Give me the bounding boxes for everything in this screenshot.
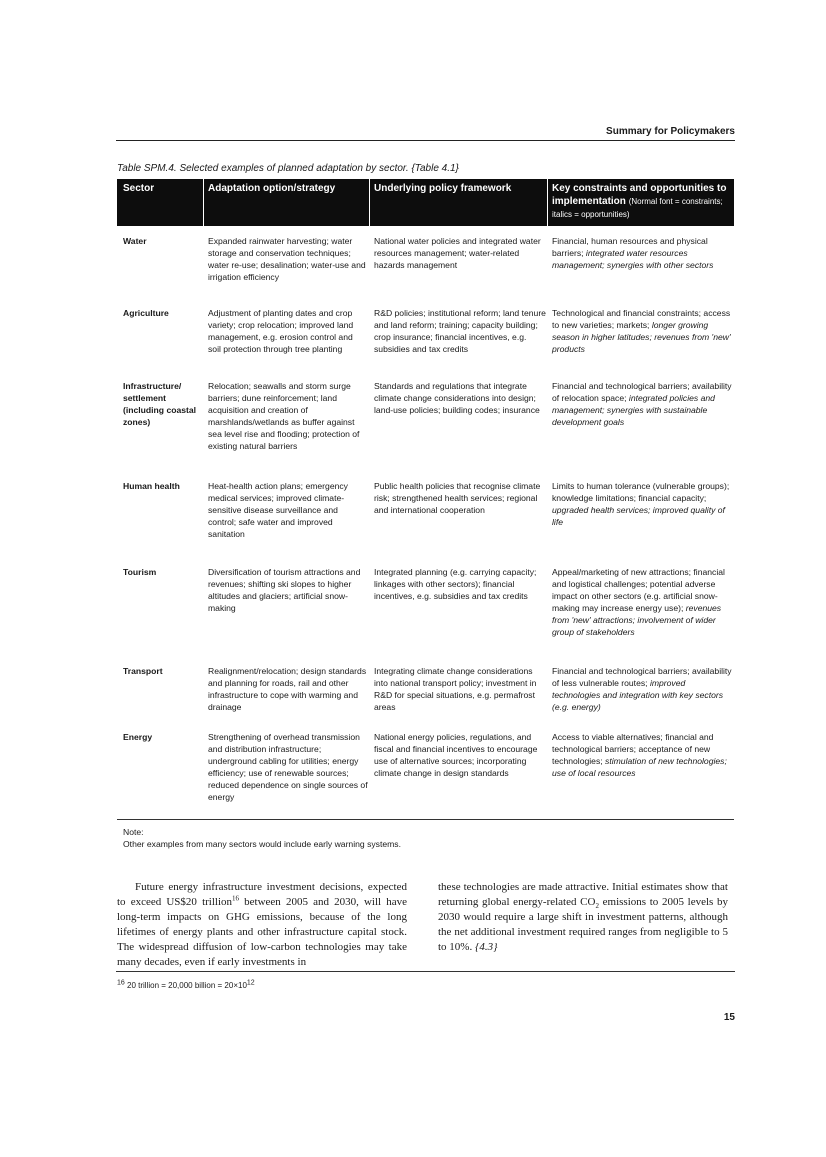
footnote-rule xyxy=(116,971,735,972)
constraints-text: Technological and financial constraints; access to new varieties; markets; xyxy=(552,308,731,330)
footnote xyxy=(117,981,255,990)
row-option: Expanded rainwater harvesting; water storage and conservation techniques; water re-use; desalination; water-use and irrigation efficiency xyxy=(208,236,366,282)
row-sector: Tourism xyxy=(123,567,157,577)
row-policy: Public health policies that recognise climate risk; strengthened health services; regional and international cooperation xyxy=(374,481,541,515)
footnote-ref: 16 xyxy=(232,894,240,903)
body-text: Future energy infrastructure investment decisions, expected to exceed US$20 trillion xyxy=(117,881,407,908)
opportunities-text: revenues from 'new' attractions; involvement of wider group of stakeholders xyxy=(552,603,722,637)
constraints-text: Access to viable alternatives; financial and technological barriers; acceptance of new technologies; xyxy=(552,732,714,766)
header-sector: Sector xyxy=(123,183,155,194)
cross-reference: {4.3} xyxy=(474,941,498,953)
constraints-text: Financial, human resources and physical barriers; xyxy=(552,236,708,258)
constraints-text: Financial and technological barriers; availability of relocation space; xyxy=(552,381,732,403)
body-column-right xyxy=(438,880,728,955)
body-text: emissions to 2005 levels by 2030 would require a large shift in investment patterns, although the net additional investment required ranges from negligible to 5 to 10%. xyxy=(438,896,728,953)
note-label: Note: xyxy=(123,827,144,837)
header-constraints xyxy=(552,179,732,226)
note-text: Other examples from many sectors would include early warning systems. xyxy=(123,839,401,849)
row-option: Heat-health action plans; emergency medical services; improved climate-sensitive disease surveillance and control; safe water and improved sanitation xyxy=(208,481,348,539)
opportunities-text: longer growing season in higher latitudes; revenues from 'new' products xyxy=(552,320,731,354)
header-divider xyxy=(369,179,370,226)
row-option: Realignment/relocation; design standards and planning for roads, rail and other infrastructure to cope with warming and drainage xyxy=(208,666,367,712)
running-head: Summary for Policymakers xyxy=(606,126,735,137)
table-caption: Table SPM.4. Selected examples of planned adaptation by sector. {Table 4.1} xyxy=(117,163,459,174)
footnote-text: 20 trillion = 20,000 billion = 20×10 xyxy=(124,981,247,990)
header-constraints-note: (Normal font = constraints; italics = opportunities) xyxy=(552,197,723,219)
constraints-text: Financial and technological barriers; availability of less vulnerable routes; xyxy=(552,666,732,688)
header-divider xyxy=(547,179,548,226)
row-option: Diversification of tourism attractions and revenues; shifting ski slopes to higher altitudes and glaciers; artificial snow-making xyxy=(208,567,361,613)
row-constraints xyxy=(552,566,732,638)
constraints-text: Appeal/marketing of new attractions; financial and logistical challenges; potential adverse impact on other sectors (e.g. artificial snow-making may increase energy use); xyxy=(552,567,725,613)
row-sector: Infrastructure/ settlement (including coastal zones) xyxy=(123,381,197,427)
row-constraints xyxy=(552,665,732,713)
row-policy: National water policies and integrated water resources management; water-related hazards management xyxy=(374,236,541,270)
row-constraints xyxy=(552,731,732,779)
body-column-left xyxy=(117,880,407,970)
header-policy: Underlying policy framework xyxy=(374,183,512,194)
row-constraints xyxy=(552,307,732,355)
row-policy: R&D policies; institutional reform; land tenure and land reform; training; capacity building; crop insurance; financial incentives, e.g. subsidies and tax credits xyxy=(374,308,546,354)
opportunities-text: integrated water resources management; synergies with other sectors xyxy=(552,248,714,270)
row-constraints xyxy=(552,235,732,271)
footnote-exponent: 12 xyxy=(246,979,255,987)
row-policy: National energy policies, regulations, and fiscal and financial incentives to encourage use of alternative sources; incorporating climate change in design standards xyxy=(374,732,538,778)
row-policy: Integrating climate change considerations into national transport policy; investment in R&D for special situations, e.g. permafrost areas xyxy=(374,666,537,712)
row-option: Strengthening of overhead transmission and distribution infrastructure; underground cabling for utilities; energy efficiency; use of renewable sources; reduced dependence on single sources of energy xyxy=(208,732,368,802)
row-sector: Energy xyxy=(123,732,153,742)
footnote-marker: 16 xyxy=(117,979,125,987)
opportunities-text: upgraded health services; improved quality of life xyxy=(552,505,725,527)
opportunities-text: improved technologies and integration with key sectors (e.g. energy) xyxy=(552,678,724,712)
row-option: Adjustment of planting dates and crop variety; crop relocation; improved land management, e.g. erosion control and soil protection through tree planting xyxy=(208,308,354,354)
opportunities-text: stimulation of new technologies; use of local resources xyxy=(552,756,727,778)
header-rule xyxy=(116,140,735,141)
opportunities-text: integrated policies and management; synergies with sustainable development goals xyxy=(552,393,715,427)
body-text: these technologies are made attractive. Initial estimates show that returning global energy-related CO xyxy=(438,881,728,908)
row-policy: Integrated planning (e.g. carrying capacity; linkages with other sectors); financial incentives, e.g. subsidies and tax credits xyxy=(374,567,537,601)
row-policy: Standards and regulations that integrate climate change considerations into design; land-use policies; building codes; insurance xyxy=(374,381,540,415)
header-option: Adaptation option/strategy xyxy=(208,183,336,194)
subscript: 2 xyxy=(595,902,599,911)
row-sector: Human health xyxy=(123,481,180,491)
body-text: between 2005 and 2030, will have long-term impacts on GHG emissions, because of the long lifetimes of energy plants and other infrastructure capital stock. The widespread diffusion of low-carbon technologies may take many decades, even if early investments in xyxy=(117,896,408,968)
row-constraints xyxy=(552,380,732,428)
row-constraints xyxy=(552,480,732,528)
row-option: Relocation; seawalls and storm surge barriers; dune reinforcement; land acquisition and creation of marshlands/wetlands as buffer against sea level rise and flooding; protection of existing natural barriers xyxy=(208,381,360,451)
row-sector: Water xyxy=(123,236,147,246)
header-divider xyxy=(203,179,204,226)
header-constraints-label: Key constraints and opportunities to implementation xyxy=(552,183,727,207)
constraints-text: Limits to human tolerance (vulnerable groups); knowledge limitations; financial capacity; xyxy=(552,481,730,503)
row-sector: Agriculture xyxy=(123,308,169,318)
row-sector: Transport xyxy=(123,666,163,676)
page-number: 15 xyxy=(723,1012,735,1023)
adaptation-table xyxy=(117,179,734,823)
table-header xyxy=(117,179,734,226)
table-bottom-rule xyxy=(117,819,734,820)
